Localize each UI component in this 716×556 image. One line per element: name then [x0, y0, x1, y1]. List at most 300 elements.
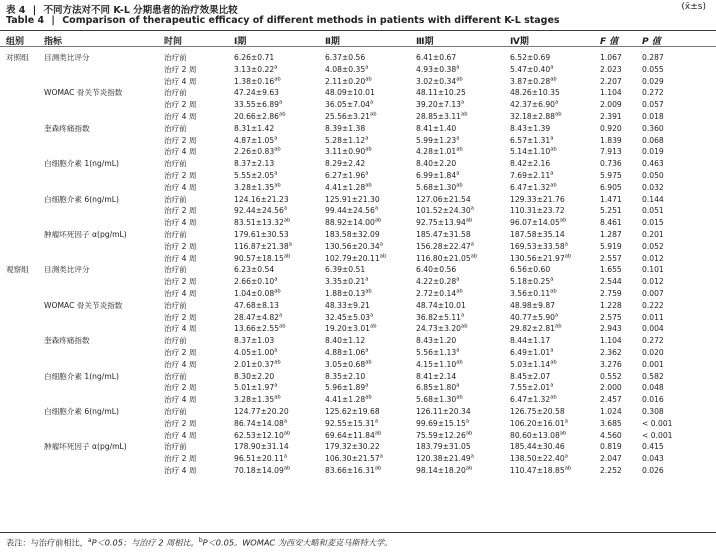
- table-row: [0, 323, 682, 335]
- stage-value-cell: [510, 312, 600, 324]
- stage-value: 47.68±8.13: [234, 300, 280, 310]
- stage-value-cell: [234, 359, 325, 371]
- f-value-cell: 2.557: [600, 253, 622, 263]
- stage-value-cell: [234, 394, 325, 406]
- significance-mark: ab: [365, 182, 372, 189]
- f-value-cell: 1.104: [600, 336, 622, 346]
- group-cell: 对照组: [6, 53, 29, 62]
- header-p-value: P 值: [642, 37, 661, 47]
- f-value-cell: 1.067: [600, 53, 622, 62]
- stage-value-cell: [416, 335, 510, 347]
- stage-value: 6.57±1.31: [510, 135, 551, 145]
- stage-value: 48.74±10.01: [416, 300, 466, 310]
- stage-value: 125.91±21.30: [325, 194, 380, 204]
- stage-value: 2.01±0.37: [234, 359, 275, 369]
- p-value-cell: 0.011: [642, 312, 664, 322]
- stage-value: 5.28±1.12: [325, 135, 366, 145]
- stage-value-cell: [325, 323, 416, 335]
- stage-value-cell: [325, 406, 416, 418]
- time-cell: 治疗 4 周: [164, 253, 197, 263]
- stage-value: 4.87±1.05: [234, 135, 275, 145]
- indicator-cell: [44, 76, 164, 88]
- stage-value: 96.07±14.05: [510, 218, 560, 228]
- f-value-cell: 0.736: [600, 159, 622, 169]
- stage-value: 47.24±9.63: [234, 88, 280, 98]
- stage-value: 120.38±21.49: [416, 454, 471, 464]
- indicator-cell: [44, 312, 164, 324]
- stage-value-cell: [416, 123, 510, 135]
- table-row: [0, 441, 682, 453]
- f-value-cell: 2.047: [600, 454, 622, 464]
- stage-value: 32.45±5.03: [325, 312, 371, 322]
- stage-value-cell: [325, 87, 416, 99]
- p-value-cell: 0.032: [642, 182, 664, 192]
- table-row: [0, 217, 682, 229]
- header-rule: [0, 46, 716, 47]
- stage-value: 80.60±13.08: [510, 430, 560, 440]
- group-cell: [0, 347, 44, 359]
- stage-value: 5.99±1.23: [416, 135, 457, 145]
- significance-mark: ab: [564, 253, 572, 260]
- stage-value: 179.61±30.53: [234, 229, 289, 239]
- stage-value-cell: [510, 453, 600, 465]
- stage-value: 179.32±30.22: [325, 442, 380, 452]
- stage-value: 90.57±18.15: [234, 253, 284, 263]
- p-value-cell: 0.101: [642, 265, 664, 275]
- stage-value: 6.37±0.56: [325, 53, 366, 62]
- time-cell: 治疗 4 周: [164, 395, 197, 405]
- stage-value-cell: [416, 253, 510, 265]
- stage-value: 3.87±0.28: [510, 76, 551, 86]
- stage-value-cell: [325, 347, 416, 359]
- stage-value: 99.44±24.56: [325, 206, 375, 216]
- indicator-cell: 白细胞介素 6(ng/mL): [44, 194, 119, 204]
- significance-mark: a: [370, 312, 374, 318]
- stage-value-cell: [510, 253, 600, 265]
- stage-value: 8.42±2.16: [510, 159, 551, 169]
- f-value-cell: 1.839: [600, 135, 622, 145]
- stage-value: 6.23±0.54: [234, 265, 275, 275]
- group-cell: [0, 229, 44, 241]
- stage-value: 36.82±5.11: [416, 312, 462, 322]
- indicator-cell: [44, 418, 164, 430]
- stage-value: 6.39±0.51: [325, 265, 366, 275]
- f-value-cell: 5.919: [600, 241, 622, 251]
- group-cell: [0, 87, 44, 99]
- stage-value: 106.30±21.57: [325, 454, 380, 464]
- significance-mark: ab: [370, 111, 377, 118]
- stage-value: 6.41±0.67: [416, 53, 457, 62]
- significance-mark: ab: [374, 217, 382, 224]
- stage-value-cell: [416, 146, 510, 158]
- top-rule: [0, 30, 716, 31]
- stage-value: 6.56±0.60: [510, 265, 551, 275]
- stage-value: 130.56±21.97: [510, 253, 565, 263]
- table-row: [0, 158, 682, 170]
- p-value-cell: 0.015: [642, 218, 664, 228]
- indicator-cell: [44, 182, 164, 194]
- time-cell: 治疗 2 周: [164, 64, 197, 74]
- stage-value: 6.47±1.32: [510, 182, 551, 192]
- stage-value-cell: [510, 406, 600, 418]
- stage-value-cell: [325, 123, 416, 135]
- stage-value-cell: [325, 146, 416, 158]
- indicator-cell: [44, 359, 164, 371]
- group-cell: [0, 323, 44, 335]
- table-row: [0, 194, 682, 206]
- p-value-cell: 0.020: [642, 347, 664, 357]
- stage-value-cell: [325, 335, 416, 347]
- table-row: [0, 241, 682, 253]
- p-value-cell: 0.582: [642, 371, 664, 381]
- stage-value: 6.99±1.84: [416, 170, 457, 180]
- table-row: [0, 87, 682, 99]
- significance-mark: ab: [274, 182, 281, 189]
- indicator-cell: [44, 99, 164, 111]
- stage-value-cell: [234, 194, 325, 206]
- stage-value: 8.30±2.20: [234, 371, 275, 381]
- group-cell: [0, 359, 44, 371]
- significance-mark: ab: [456, 146, 463, 153]
- indicator-cell: 目测类比评分: [44, 53, 90, 62]
- stage-value: 83.51±13.32: [234, 218, 284, 228]
- table-row: [0, 264, 682, 276]
- indicator-cell: [44, 205, 164, 217]
- stage-value-cell: [325, 182, 416, 194]
- table-row: [0, 170, 682, 182]
- time-cell: 治疗前: [164, 300, 187, 310]
- stage-value: 8.41±1.40: [416, 123, 457, 133]
- stage-value: 8.41±2.14: [416, 371, 457, 381]
- p-value-cell: 0.463: [642, 159, 664, 169]
- table-row: [0, 465, 682, 477]
- significance-mark: a: [456, 64, 460, 71]
- footnote-sup-a: a: [87, 537, 92, 544]
- significance-mark: a: [279, 312, 283, 318]
- stage-value-cell: [416, 205, 510, 217]
- significance-mark: ab: [550, 182, 557, 189]
- p-value-cell: 0.272: [642, 88, 664, 98]
- significance-mark: ab: [550, 288, 557, 295]
- header-stage-3: Ⅲ期: [416, 37, 434, 47]
- time-cell: 治疗 2 周: [164, 383, 197, 393]
- stage-value: 7.55±2.01: [510, 383, 551, 393]
- stage-value-cell: [234, 64, 325, 76]
- stage-value: 62.53±12.10: [234, 430, 284, 440]
- stage-value-cell: [325, 76, 416, 88]
- significance-mark: a: [456, 170, 460, 177]
- stage-value-cell: [416, 465, 510, 477]
- stage-value-cell: [416, 158, 510, 170]
- stage-value: 3.35±0.21: [325, 277, 366, 287]
- indicator-cell: [44, 394, 164, 406]
- significance-mark: ab: [465, 465, 473, 472]
- significance-mark: ab: [555, 111, 562, 118]
- table-title-cn: 表 4 | 不同方法对不同 K-L 分期患者的治疗效果比较: [6, 5, 238, 16]
- time-cell: 治疗 4 周: [164, 182, 197, 192]
- significance-mark: ab: [555, 323, 562, 330]
- table-row: [0, 76, 682, 88]
- stage-value-cell: [416, 87, 510, 99]
- group-cell: [0, 205, 44, 217]
- table-row: [0, 347, 682, 359]
- p-value-cell: 0.308: [642, 406, 664, 416]
- significance-mark: ab: [456, 182, 463, 189]
- header-indicator: 指标: [44, 37, 63, 47]
- stage-value: 6.47±1.32: [510, 395, 551, 405]
- table-row: [0, 359, 682, 371]
- stage-value-cell: [416, 194, 510, 206]
- stage-value-cell: [510, 217, 600, 229]
- f-value-cell: 2.000: [600, 383, 622, 393]
- time-cell: 治疗 2 周: [164, 206, 197, 216]
- significance-mark: a: [470, 453, 474, 460]
- group-cell: [0, 99, 44, 111]
- stage-value: 33.55±6.89: [234, 100, 280, 110]
- stage-value-cell: [416, 430, 510, 442]
- significance-mark: ab: [456, 76, 463, 83]
- table-row: [0, 335, 682, 347]
- stage-value-cell: [510, 418, 600, 430]
- significance-mark: ab: [456, 394, 463, 401]
- significance-mark: ab: [374, 429, 382, 436]
- significance-mark: ab: [274, 394, 281, 401]
- significance-mark: a: [283, 205, 288, 212]
- time-cell: 治疗 4 周: [164, 111, 197, 121]
- stage-value: 8.35±2.10: [325, 371, 366, 381]
- significance-mark: ab: [274, 359, 281, 366]
- stage-value-cell: [416, 441, 510, 453]
- group-cell: [0, 123, 44, 135]
- group-cell: [0, 288, 44, 300]
- stage-value: 110.47±18.85: [510, 465, 565, 475]
- stage-value-cell: [510, 182, 600, 194]
- stage-value-cell: [416, 323, 510, 335]
- stage-value-cell: [510, 382, 600, 394]
- significance-mark: ab: [279, 323, 286, 330]
- stage-value: 8.37±2.13: [234, 159, 275, 169]
- significance-mark: ab: [374, 465, 382, 472]
- p-value-cell: 0.144: [642, 194, 664, 204]
- f-value-cell: 1.228: [600, 300, 622, 310]
- stage-value-cell: [416, 111, 510, 123]
- group-cell: [0, 76, 44, 88]
- indicator-cell: [44, 64, 164, 76]
- stage-value: 5.18±0.25: [510, 277, 551, 287]
- stage-value: 2.72±0.14: [416, 288, 457, 298]
- stage-value-cell: [416, 182, 510, 194]
- indicator-cell: WOMAC 骨关节炎指数: [44, 300, 123, 310]
- f-value-cell: 2.023: [600, 64, 622, 74]
- stage-value: 92.44±24.56: [234, 206, 284, 216]
- stage-value: 3.28±1.35: [234, 182, 275, 192]
- significance-mark: ab: [283, 253, 291, 260]
- f-value-cell: 0.920: [600, 123, 622, 133]
- stage-value: 116.87±21.38: [234, 241, 289, 251]
- indicator-cell: [44, 453, 164, 465]
- stage-value: 6.52±0.69: [510, 53, 551, 62]
- stage-value: 3.11±0.90: [325, 147, 366, 157]
- stage-value-cell: [325, 264, 416, 276]
- stage-value-cell: [510, 87, 600, 99]
- time-cell: 治疗前: [164, 88, 187, 98]
- f-value-cell: 2.544: [600, 277, 622, 287]
- stage-value: 48.98±9.87: [510, 300, 556, 310]
- significance-mark: a: [374, 205, 379, 212]
- stage-value: 5.56±1.13: [416, 347, 457, 357]
- table-row: [0, 111, 682, 123]
- stage-value: 6.49±1.01: [510, 347, 551, 357]
- stage-value: 3.28±1.35: [234, 395, 275, 405]
- stage-value: 6.85±1.80: [416, 383, 457, 393]
- bottom-rule: [0, 532, 716, 533]
- stage-value-cell: [416, 394, 510, 406]
- p-value-cell: 0.057: [642, 100, 664, 110]
- significance-mark: ab: [365, 359, 372, 366]
- p-value-cell: 0.012: [642, 253, 664, 263]
- stage-value-cell: [416, 406, 510, 418]
- f-value-cell: 3.276: [600, 359, 622, 369]
- stage-value-cell: [510, 359, 600, 371]
- significance-mark: ab: [283, 217, 291, 224]
- stage-value-cell: [416, 300, 510, 312]
- stage-value: 110.31±23.72: [510, 206, 565, 216]
- stage-value-cell: [234, 135, 325, 147]
- stage-value: 3.13±0.22: [234, 64, 275, 74]
- stage-value-cell: [510, 229, 600, 241]
- p-value-cell: 0.001: [642, 359, 664, 369]
- indicator-cell: 白细胞介素 6(ng/mL): [44, 406, 119, 416]
- indicator-cell: [44, 465, 164, 477]
- group-cell: [0, 241, 44, 253]
- f-value-cell: 5.251: [600, 206, 622, 216]
- footnote-sup-b: b: [198, 537, 203, 544]
- stage-value-cell: [234, 382, 325, 394]
- stage-value-cell: [234, 371, 325, 383]
- time-cell: 治疗前: [164, 159, 187, 169]
- stage-value-cell: [325, 430, 416, 442]
- p-value-cell: 0.012: [642, 277, 664, 287]
- group-cell: [0, 146, 44, 158]
- header-time: 时间: [164, 37, 183, 47]
- stage-value-cell: [325, 170, 416, 182]
- stage-value-cell: [234, 99, 325, 111]
- stage-value: 48.26±10.35: [510, 88, 560, 98]
- stage-value: 127.06±21.54: [416, 194, 471, 204]
- group-cell: [0, 194, 44, 206]
- f-value-cell: 1.287: [600, 229, 622, 239]
- time-cell: 治疗 2 周: [164, 347, 197, 357]
- stage-value: 3.02±0.34: [416, 76, 457, 86]
- stage-value-cell: [510, 170, 600, 182]
- table-row: [0, 312, 682, 324]
- significance-mark: a: [374, 418, 379, 425]
- significance-mark: a: [550, 64, 554, 71]
- significance-mark: a: [456, 382, 460, 389]
- stage-value: 28.85±3.11: [416, 111, 462, 121]
- time-cell: 治疗前: [164, 123, 187, 133]
- significance-mark: ab: [470, 253, 478, 260]
- f-value-cell: 0.819: [600, 442, 622, 452]
- stage-value: 178.90±31.14: [234, 442, 289, 452]
- stage-value-cell: [325, 312, 416, 324]
- stage-value-cell: [325, 253, 416, 265]
- stage-value-cell: [325, 441, 416, 453]
- significance-mark: a: [283, 453, 288, 460]
- indicator-cell: [44, 323, 164, 335]
- indicator-cell: 奎森疼痛指数: [44, 123, 90, 133]
- stage-value-cell: [416, 99, 510, 111]
- stage-value: 70.18±14.09: [234, 465, 284, 475]
- p-value-cell: 0.222: [642, 300, 664, 310]
- p-value-cell: 0.018: [642, 111, 664, 121]
- stage-value: 3.56±0.11: [510, 288, 551, 298]
- stage-value: 187.58±35.14: [510, 229, 565, 239]
- stage-value-cell: [234, 111, 325, 123]
- stage-value: 6.40±0.56: [416, 265, 457, 275]
- significance-mark: ab: [365, 288, 372, 295]
- stage-value-cell: [325, 158, 416, 170]
- header-stage-4: Ⅳ期: [510, 37, 529, 47]
- stage-value-cell: [234, 229, 325, 241]
- table-row: [0, 64, 682, 76]
- stage-value: 4.05±1.00: [234, 347, 275, 357]
- stage-value-cell: [510, 264, 600, 276]
- stage-value: 101.52±24.30: [416, 206, 471, 216]
- p-value-cell: 0.052: [642, 241, 664, 251]
- stage-value: 5.55±2.05: [234, 170, 275, 180]
- p-value-cell: < 0.001: [642, 430, 673, 440]
- stage-value-cell: [234, 288, 325, 300]
- stage-value: 5.68±1.30: [416, 182, 457, 192]
- stage-value-cell: [416, 52, 510, 64]
- significance-mark: a: [470, 241, 474, 248]
- p-value-cell: 0.050: [642, 170, 664, 180]
- stage-value-cell: [325, 99, 416, 111]
- stage-value-cell: [234, 123, 325, 135]
- p-value-cell: 0.016: [642, 395, 664, 405]
- stage-value: 92.55±15.31: [325, 418, 375, 428]
- stage-value: 4.22±0.28: [416, 277, 457, 287]
- significance-mark: a: [288, 241, 292, 248]
- stage-value: 28.47±4.82: [234, 312, 280, 322]
- significance-mark: a: [279, 99, 283, 106]
- group-cell: 观察组: [6, 265, 29, 275]
- indicator-cell: [44, 382, 164, 394]
- header-f-value: F 值: [600, 37, 619, 47]
- stage-value-cell: [234, 406, 325, 418]
- stage-value-cell: [416, 347, 510, 359]
- stage-value-cell: [234, 87, 325, 99]
- stage-value: 6.27±1.96: [325, 170, 366, 180]
- stage-value-cell: [234, 241, 325, 253]
- stage-value-cell: [510, 158, 600, 170]
- f-value-cell: 7.913: [600, 147, 622, 157]
- time-cell: 治疗 4 周: [164, 288, 197, 298]
- stage-value: 98.14±18.20: [416, 465, 466, 475]
- stage-value: 92.75±13.94: [416, 218, 466, 228]
- stage-value-cell: [325, 300, 416, 312]
- f-value-cell: 2.252: [600, 465, 622, 475]
- indicator-cell: 肿瘤坏死因子 α(pg/mL): [44, 442, 127, 452]
- stage-value: 1.88±0.13: [325, 288, 366, 298]
- significance-mark: a: [456, 135, 460, 142]
- group-cell: [0, 170, 44, 182]
- significance-mark: ab: [461, 111, 468, 118]
- significance-mark: ab: [550, 76, 557, 83]
- stage-value-cell: [510, 371, 600, 383]
- significance-mark: a: [379, 453, 383, 460]
